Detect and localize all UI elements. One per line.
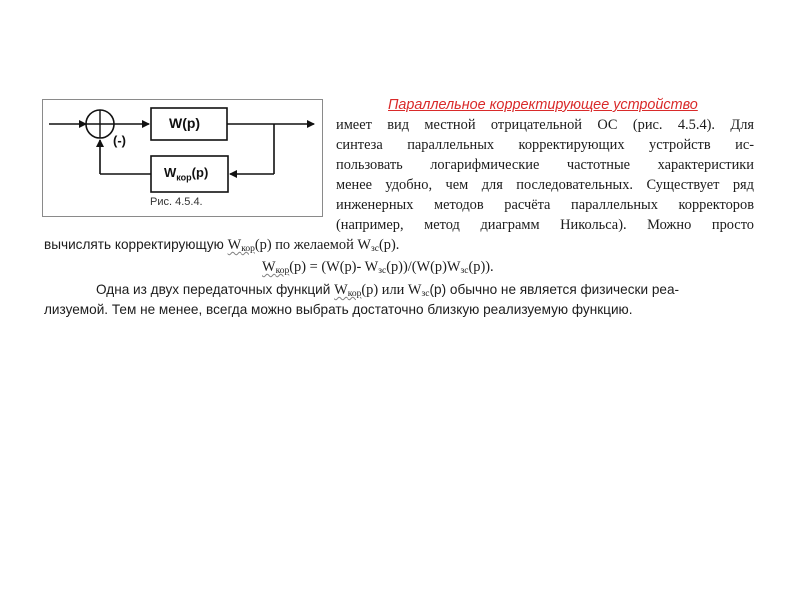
figure-caption: Рис. 4.5.4.	[150, 196, 203, 208]
text-line-1: имеет вид местной отрицательной ОС (рис. 4.5.4). Для	[336, 117, 754, 133]
text-line-2: синтеза параллельных корректирующих устройств ис-	[336, 137, 754, 153]
text-line-3: пользовать логарифмические частотные характеристики	[336, 157, 754, 173]
block-w-label: W(p)	[169, 115, 201, 131]
formula: $W_{кор}(p) = (W(p)-$ $W_{зс}(p))/(W(p)W_{зс}(p))$.	[262, 259, 494, 276]
minus-sign-label: (-)	[113, 133, 126, 148]
text-line-4: менее удобно, чем для последовательных. Существует ряд	[336, 177, 754, 193]
para2-line-1: Одна из двух передаточных функций $W_{кор}(p)$ или $W_{зс}(p)$ обычно не является физически реа-	[96, 282, 680, 299]
text-line-7: вычислять корректирующую $W_{кор}(p)$ по желаемой $W_{зс}(p)$.	[44, 237, 400, 254]
block-diagram-figure	[42, 99, 323, 217]
section-heading: Параллельное корректирующее устройство	[388, 97, 698, 113]
text-line-5: инженерных методов расчёта параллельных корректоров	[336, 197, 754, 213]
summing-junction	[86, 110, 114, 138]
para2-line-2: лизуемой. Тем не менее, всегда можно выбрать достаточно близкую реализуемую функцию.	[44, 302, 633, 317]
block-wkor-label: $W_{кор}(p)$	[164, 165, 209, 183]
text-line-6: (например, метод диаграмм Никольса). Можно просто	[336, 217, 754, 233]
